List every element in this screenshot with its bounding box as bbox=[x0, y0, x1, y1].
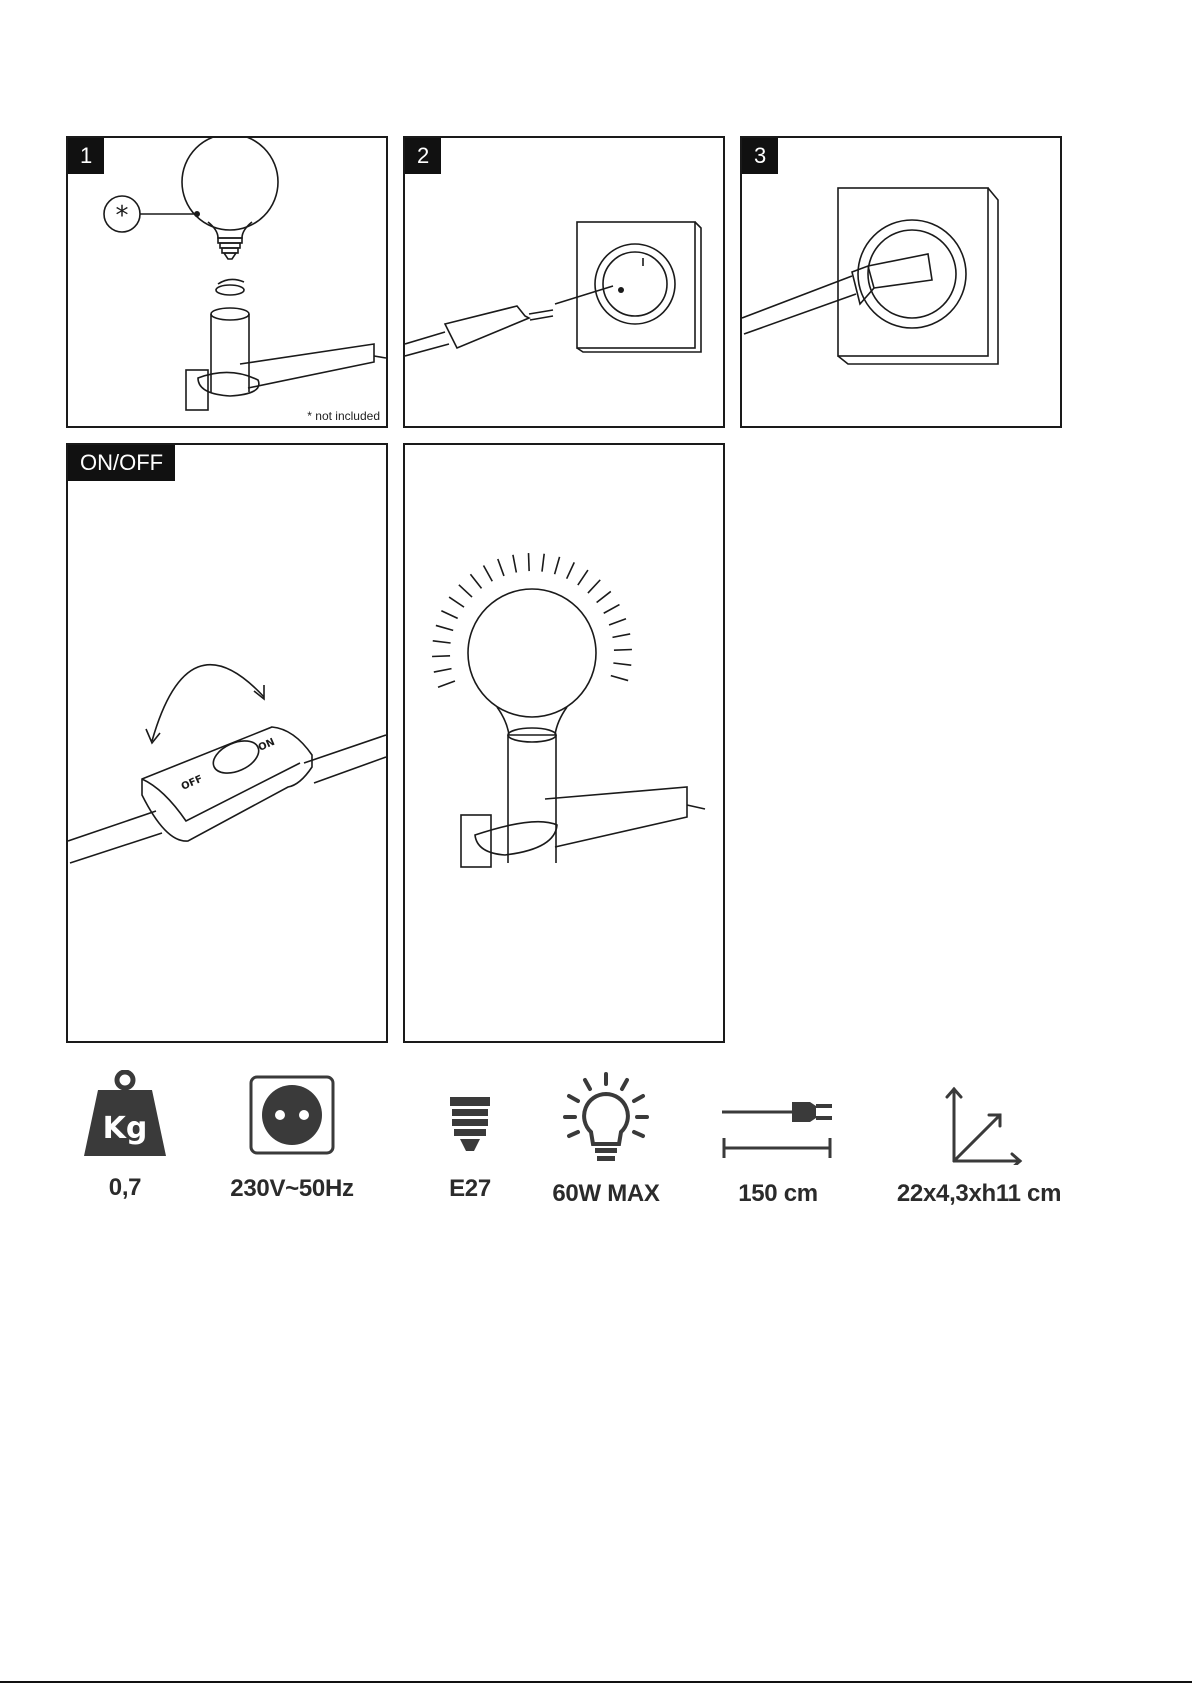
light-bulb-icon bbox=[561, 1072, 651, 1168]
light-ray bbox=[612, 634, 630, 637]
weight-kg-icon bbox=[80, 1070, 170, 1160]
light-ray bbox=[614, 650, 632, 651]
step-label: ON/OFF bbox=[68, 445, 175, 481]
light-ray bbox=[567, 562, 575, 578]
light-ray bbox=[611, 676, 628, 681]
spec-value: 60W MAX bbox=[552, 1180, 660, 1207]
step-label: 2 bbox=[405, 138, 441, 174]
callout-symbol: * bbox=[115, 201, 129, 231]
light-ray bbox=[588, 580, 600, 593]
light-ray bbox=[604, 605, 620, 614]
spec-value: 150 cm bbox=[738, 1180, 818, 1207]
cable-length-icon bbox=[718, 1090, 838, 1160]
light-ray bbox=[433, 641, 451, 643]
light-ray bbox=[513, 555, 516, 573]
lit-lamp-illustration bbox=[405, 445, 723, 1041]
light-ray bbox=[432, 656, 450, 657]
light-ray bbox=[542, 554, 544, 572]
light-ray bbox=[597, 591, 611, 602]
step-3-panel bbox=[740, 136, 1062, 428]
step-2-illustration bbox=[405, 138, 723, 426]
light-ray bbox=[555, 557, 560, 574]
power-socket-icon bbox=[249, 1075, 335, 1155]
step-label: 1 bbox=[68, 138, 104, 174]
light-ray bbox=[609, 619, 626, 625]
on-off-panel bbox=[66, 443, 388, 1043]
spec-weight bbox=[70, 1070, 180, 1210]
dimensions-icon bbox=[934, 1085, 1024, 1165]
spec-cable bbox=[716, 1090, 840, 1212]
page-edge-rule bbox=[0, 1681, 1192, 1683]
switch-illustration bbox=[68, 445, 386, 1041]
lit-lamp-panel bbox=[403, 443, 725, 1043]
spec-dimensions bbox=[886, 1085, 1072, 1212]
spec-socket bbox=[420, 1095, 520, 1210]
spec-power bbox=[222, 1075, 362, 1210]
light-rays bbox=[432, 553, 632, 687]
light-ray bbox=[438, 681, 455, 687]
step-1-panel bbox=[66, 136, 388, 428]
light-ray bbox=[449, 597, 464, 607]
light-ray bbox=[459, 585, 472, 597]
svg-text:Kg: Kg bbox=[102, 1111, 148, 1146]
light-ray bbox=[498, 559, 504, 576]
on-label: ON bbox=[256, 736, 277, 754]
step-1-illustration bbox=[68, 138, 386, 426]
spec-value: 0,7 bbox=[108, 1174, 142, 1201]
light-ray bbox=[613, 663, 631, 665]
spec-value: E27 bbox=[449, 1175, 491, 1202]
light-ray bbox=[484, 566, 493, 582]
light-ray bbox=[434, 669, 452, 672]
spec-wattage bbox=[548, 1072, 664, 1212]
light-ray bbox=[470, 574, 481, 588]
step-2-panel bbox=[403, 136, 725, 428]
step-label: 3 bbox=[742, 138, 778, 174]
light-ray bbox=[578, 570, 588, 585]
bulb-socket-e27-icon bbox=[440, 1095, 500, 1155]
off-label: OFF bbox=[179, 773, 205, 793]
spec-value: 230V~50Hz bbox=[230, 1175, 354, 1202]
light-ray bbox=[436, 625, 453, 630]
not-included-note: * not included bbox=[307, 409, 380, 423]
light-ray bbox=[529, 553, 530, 571]
spec-value: 22x4,3xh11 cm bbox=[896, 1180, 1062, 1207]
step-3-illustration bbox=[742, 138, 1060, 426]
light-ray bbox=[441, 611, 457, 619]
